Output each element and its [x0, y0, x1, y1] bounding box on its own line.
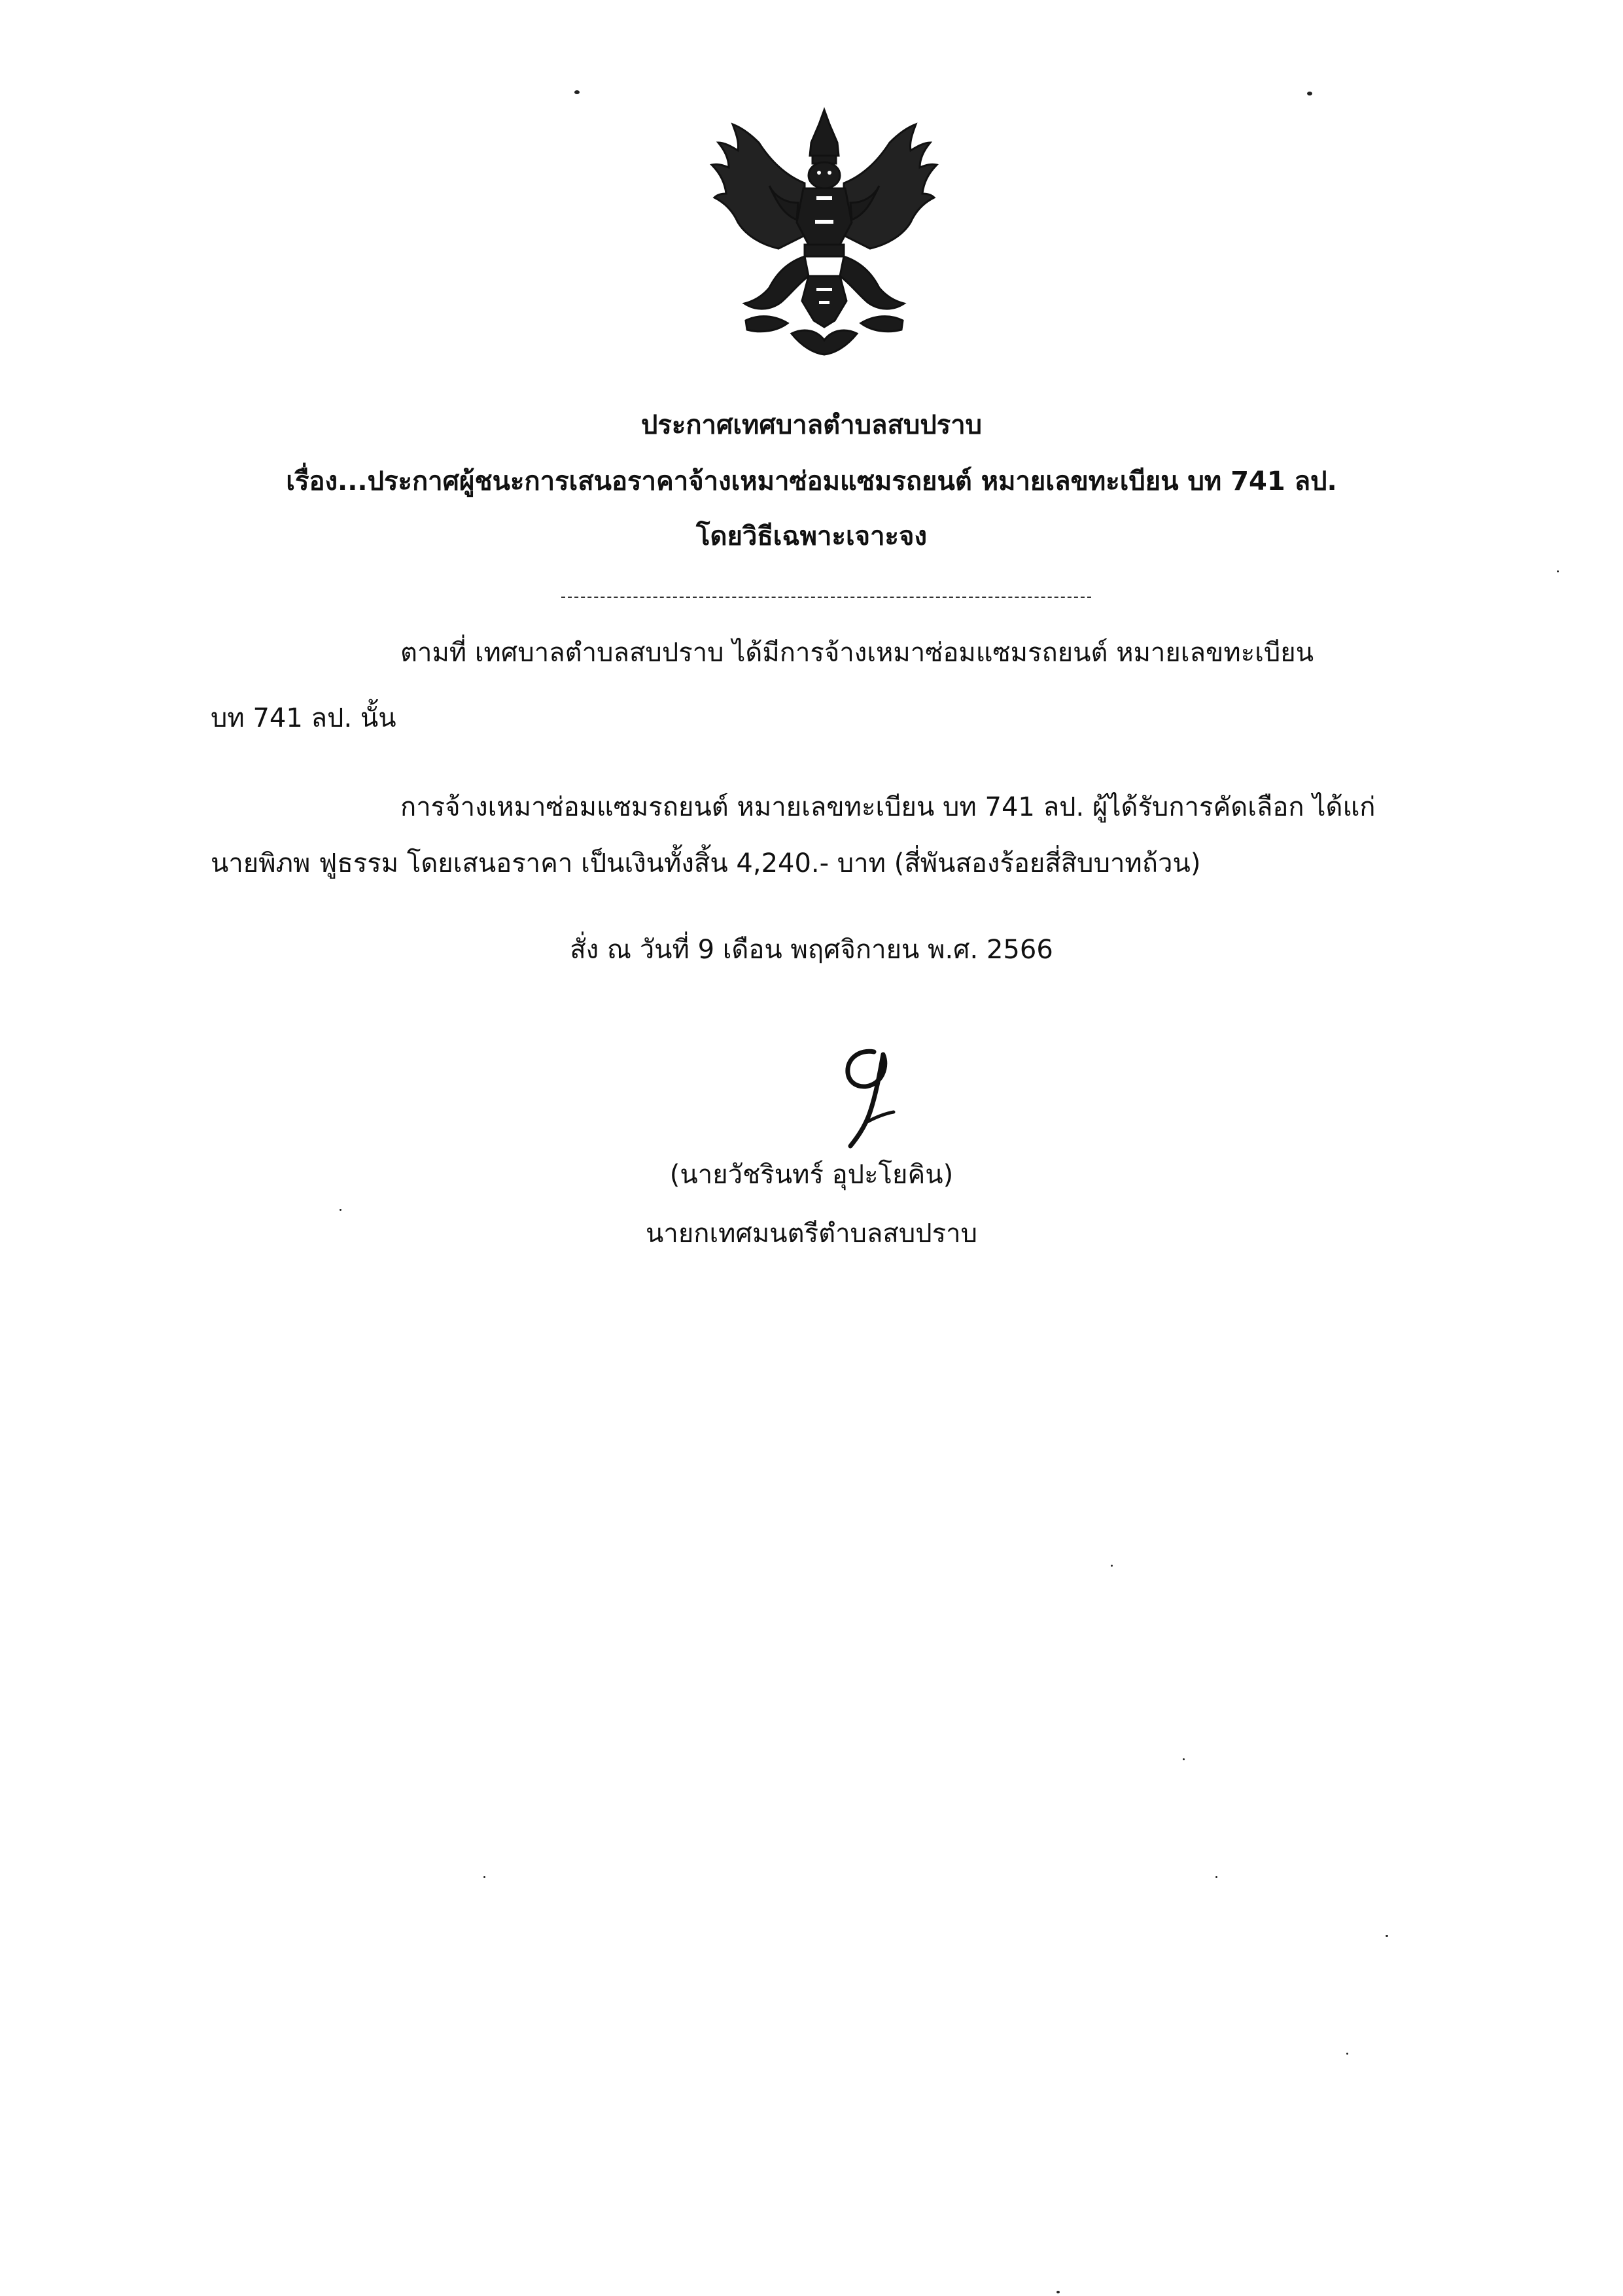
signatory-name: (นายวัชรินทร์ อุปะโยคิน)	[669, 1160, 954, 1190]
scan-speck	[1183, 1758, 1185, 1760]
garuda-emblem-icon	[707, 105, 942, 357]
paragraph-2-line-2: นายพิภพ ฟูธรรม โดยเสนอราคา เป็นเงินทั้งสิ้น 4,240.- บาท (สี่พันสองร้อยสี่สิบบาทถ้วน)	[211, 848, 1201, 878]
paragraph-1-line-1: ตามที่ เทศบาลตำบลสบปราบ ได้มีการจ้างเหมาซ่อมแซมรถยนต์ หมายเลขทะเบียน	[400, 638, 1314, 668]
document-subject: เรื่อง...ประกาศผู้ชนะการเสนอราคาจ้างเหมาซ่อมแซมรถยนต์ หมายเลขทะเบียน บท 741 ลป.	[286, 466, 1337, 496]
scan-speck	[1307, 92, 1312, 96]
signatory-position: นายกเทศมนตรีตำบลสบปราบ	[646, 1219, 977, 1249]
procurement-method: โดยวิธีเฉพาะเจาะจง	[695, 521, 928, 551]
scan-speck	[1386, 1935, 1388, 1937]
order-date: สั่ง ณ วันที่ 9 เดือน พฤศจิกายน พ.ศ. 2566	[570, 935, 1053, 965]
handwritten-signature	[823, 1040, 908, 1151]
scan-speck	[340, 1209, 341, 1211]
scan-speck	[1111, 1565, 1113, 1567]
scan-speck	[483, 1876, 485, 1878]
paragraph-1-line-2: บท 741 ลป. นั้น	[211, 703, 396, 733]
scan-speck	[574, 90, 580, 94]
scan-speck	[1557, 570, 1559, 572]
scan-speck	[1346, 2053, 1348, 2055]
scan-speck	[1215, 1876, 1217, 1878]
document-title: ประกาศเทศบาลตำบลสบปราบ	[640, 410, 983, 440]
scan-speck	[1056, 2291, 1060, 2293]
header-divider	[561, 597, 1091, 598]
paragraph-2-line-1: การจ้างเหมาซ่อมแซมรถยนต์ หมายเลขทะเบียน บท 741 ลป. ผู้ได้รับการคัดเลือก ได้แก่	[400, 792, 1376, 822]
